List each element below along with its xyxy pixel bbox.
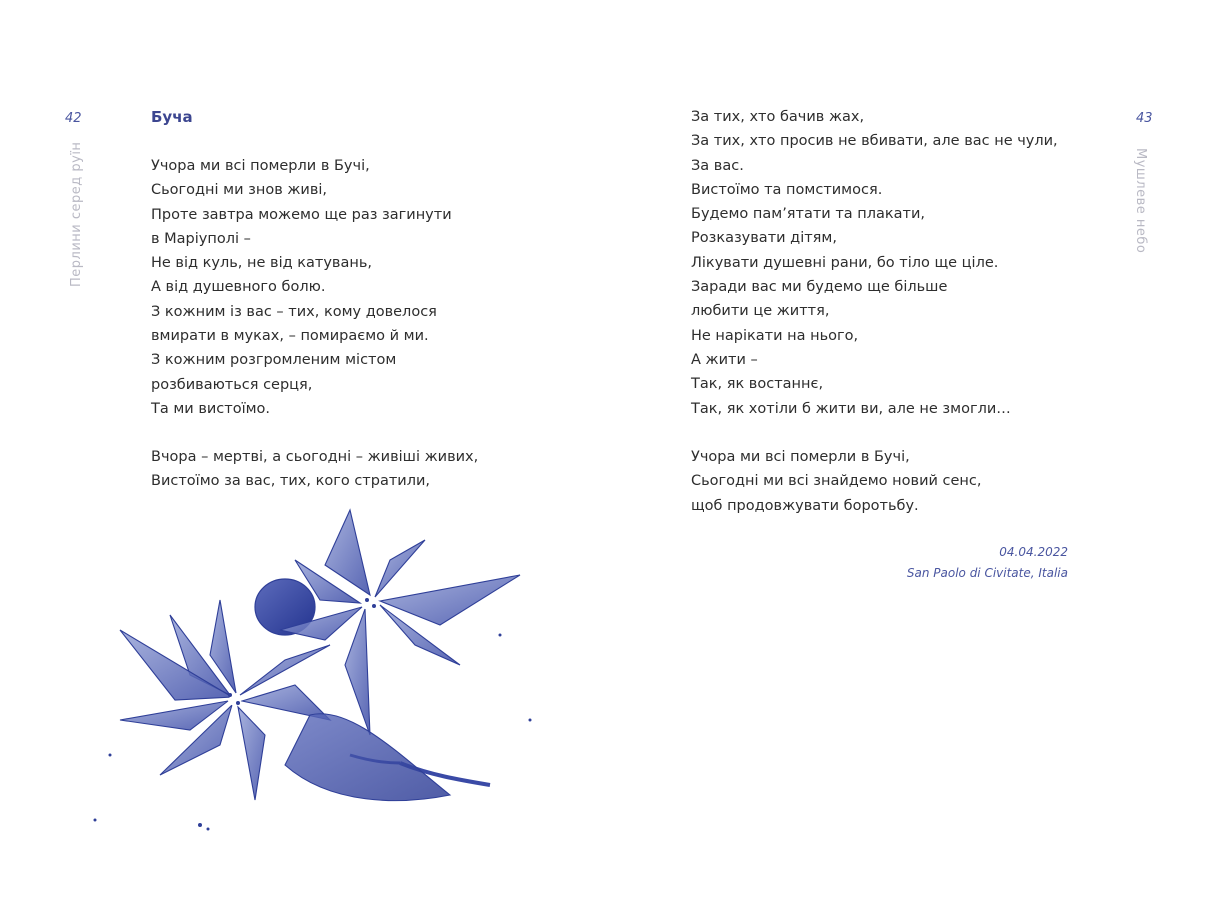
poem-line: За тих, хто просив не вбивати, але вас не чули, [691,133,1058,150]
poem-line: Лікувати душевні рани, бо тіло ще ціле. [691,254,999,271]
poem-place: San Paolo di Civitate, Italia [906,566,1068,580]
poem-line: Сьогодні ми всі знайдемо новий сенс, [691,473,982,490]
poem-line: Будемо пам’ятати та плакати, [691,206,926,223]
poem-date: 04.04.2022 [999,545,1068,559]
poem-line: Вистоїмо за вас, тих, кого стратили, [151,473,431,490]
stanza-3 [691,105,1058,421]
poem-line: Не від куль, не від катувань, [151,255,372,272]
poem-line: За вас. [691,157,744,174]
left-page [0,0,609,914]
poem-line: Вчора – мертві, а сьогодні – живіші живих, [151,449,479,465]
poem-title: Буча [151,108,193,126]
poem-line: За тих, хто бачив жах, [691,109,865,125]
poem-line: Не нарікати на нього, [691,327,859,344]
poem-line: Розказувати дітям, [691,230,837,247]
stanza-2 [151,445,478,494]
poinsettia-flower-illustration [80,505,540,835]
poem-line: А жити – [691,351,758,368]
poem-line: А від душевного болю. [151,279,326,296]
stanza-4 [691,445,981,518]
dateline [907,542,1068,584]
poem-line: Заради вас ми будемо ще більше [691,279,948,296]
poem-line: Учора ми всі померли в Бучі, [151,158,370,174]
poem-line: Вистоїмо та помстимося. [691,181,883,198]
poem-line: Так, як хотіли б жити ви, але не змогли… [691,400,1011,417]
poem-line: розбиваються серця, [151,376,313,393]
stanza-1 [151,154,452,421]
poem-line: щоб продовжувати боротьбу. [691,497,919,514]
poem-line: Учора ми всі померли в Бучі, [691,449,910,465]
poem-line: Проте завтра можемо ще раз загинути [151,206,452,223]
running-head-left: Перлини серед руїн [69,141,84,287]
poem-line: Сьогодні ми знов живі, [151,182,328,199]
poem-line: З кожним розгромленим містом [151,352,397,369]
page-number-left: 42 [65,111,82,126]
running-head-right: Мушлеве небо [1133,148,1148,254]
poem-line: вмирати в муках, – помираємо й ми. [151,328,429,345]
poem-line: в Маріуполі – [151,230,251,247]
poem-line: Та ми вистоїмо. [151,400,271,417]
poem-line: любити це життя, [691,303,830,320]
poem-line: Так, як востаннє, [691,376,824,393]
poem-line: З кожним із вас – тих, кому довелося [151,303,437,320]
page-number-right: 43 [1136,111,1153,126]
